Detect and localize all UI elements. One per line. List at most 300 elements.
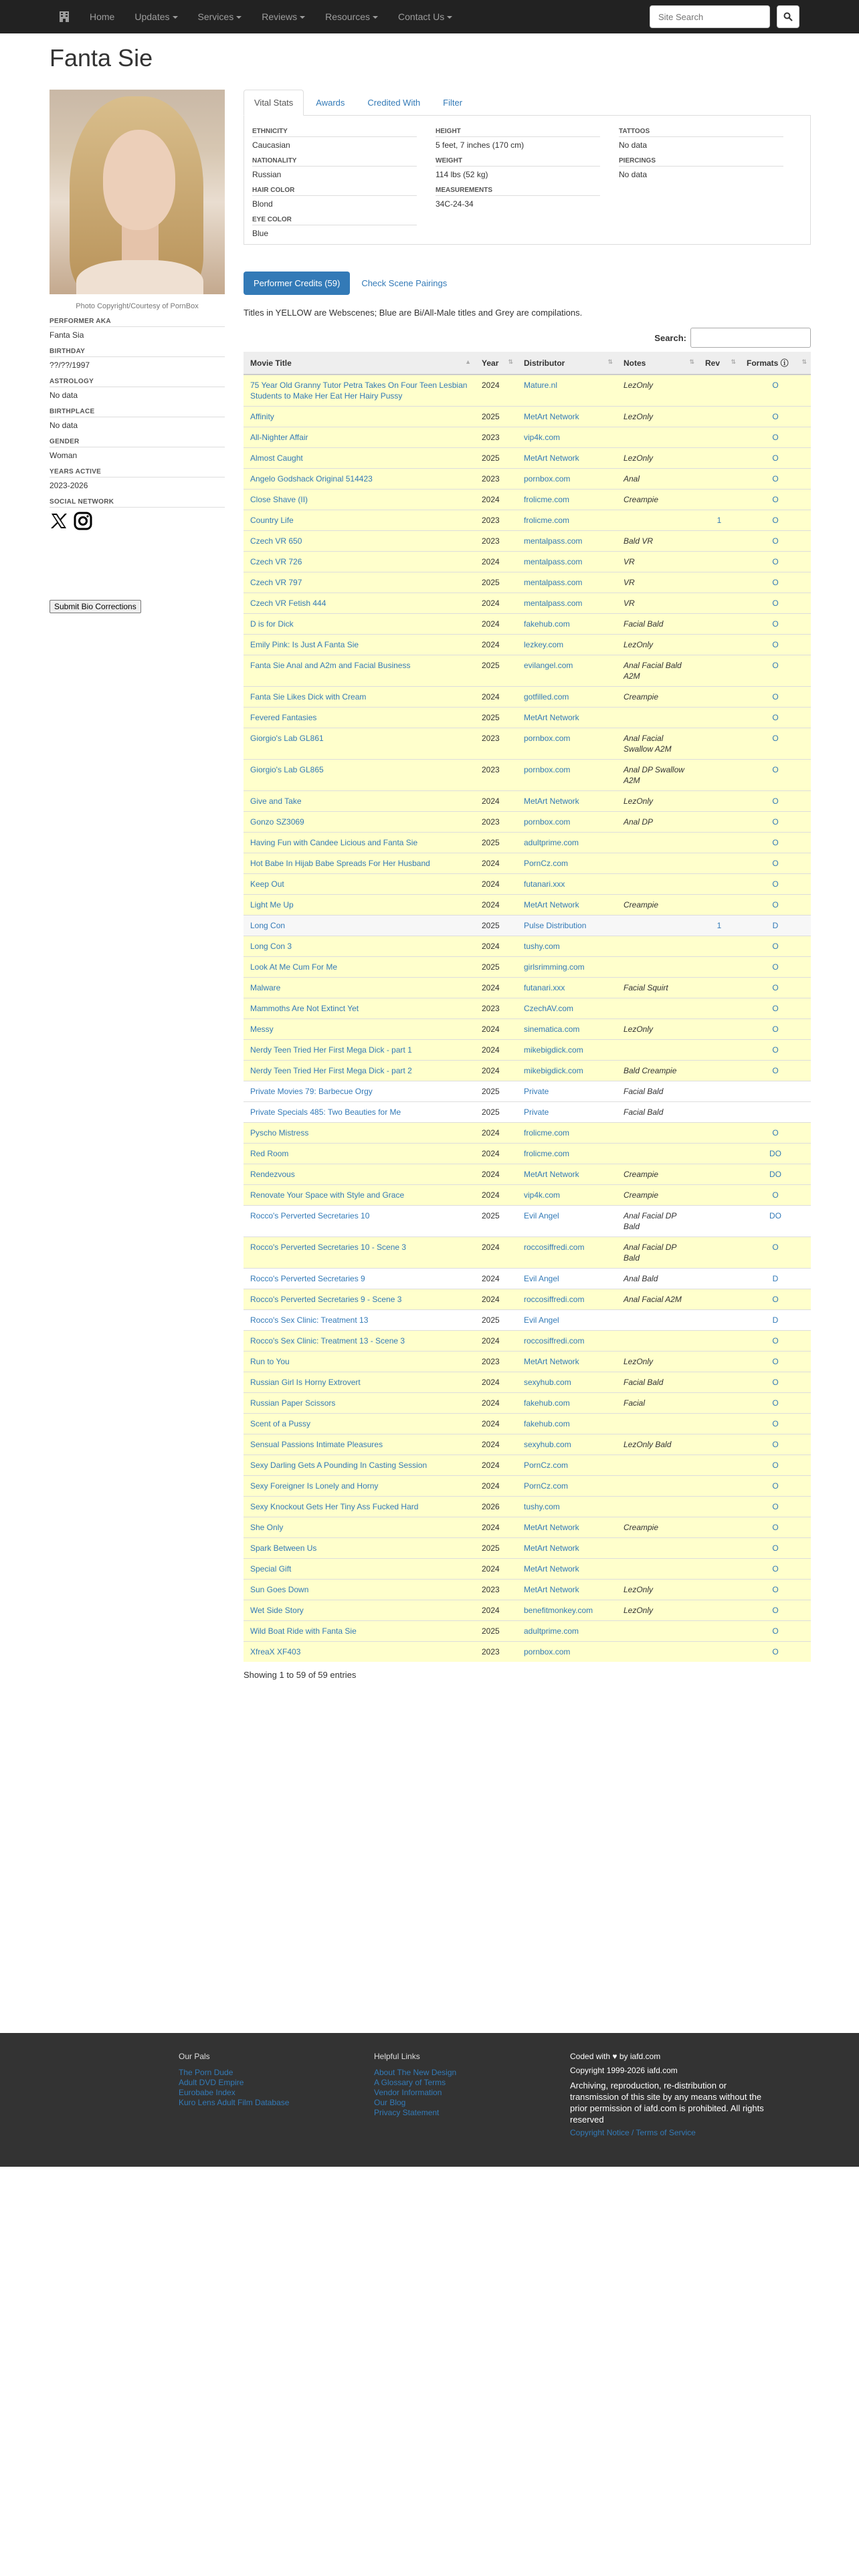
distributor-link[interactable]: lezkey.com <box>524 640 564 649</box>
distributor-link[interactable]: pornbox.com <box>524 1647 571 1656</box>
movie-title-link[interactable]: Nerdy Teen Tried Her First Mega Dick - part 1 <box>250 1045 412 1055</box>
movie-title-link[interactable]: Keep Out <box>250 879 284 889</box>
review-link[interactable]: 1 <box>717 921 722 930</box>
movie-title-link[interactable]: Private Specials 485: Two Beauties for Me <box>250 1107 401 1117</box>
movie-title-link[interactable]: Pyscho Mistress <box>250 1128 309 1138</box>
formats-cell <box>740 998 811 1019</box>
footer-pal-link[interactable]: Adult DVD Empire <box>179 2078 244 2087</box>
format-link[interactable]: O <box>772 692 779 702</box>
format-link[interactable]: O <box>772 381 779 390</box>
table-row <box>244 1414 811 1434</box>
distributor-cell <box>517 1164 617 1185</box>
movie-title-link[interactable]: Czech VR 650 <box>250 536 302 546</box>
search-icon <box>783 12 793 21</box>
movie-title-link[interactable]: Fanta Sie Likes Dick with Cream <box>250 692 367 702</box>
distributor-link[interactable]: fakehub.com <box>524 619 570 629</box>
distributor-link[interactable]: frolicme.com <box>524 1149 570 1158</box>
archiving-notice: Archiving, reproduction, re-distribution or transmission of this site by any means without the prior permission of iafd.com is prohibited. All rights reserved <box>570 2080 764 2125</box>
year-cell: 2024 <box>475 1164 517 1185</box>
rev-cell <box>698 791 740 812</box>
distributor-link[interactable]: MetArt Network <box>524 1564 579 1574</box>
format-link[interactable]: O <box>772 1626 779 1636</box>
distributor-link[interactable]: PornCz.com <box>524 1481 569 1491</box>
distributor-link[interactable]: PornCz.com <box>524 859 569 868</box>
format-link[interactable]: O <box>772 1419 779 1428</box>
format-link[interactable]: O <box>772 661 779 670</box>
format-link[interactable]: O <box>772 1647 779 1656</box>
distributor-link[interactable]: benefitmonkey.com <box>524 1606 593 1615</box>
format-link[interactable]: O <box>772 1128 779 1138</box>
year-cell: 2024 <box>475 490 517 510</box>
year-cell: 2023 <box>475 1642 517 1662</box>
table-row <box>244 1164 811 1185</box>
table-row <box>244 448 811 469</box>
format-link[interactable]: DO <box>769 1149 781 1158</box>
format-link[interactable]: O <box>772 578 779 587</box>
movie-title-link[interactable]: Run to You <box>250 1357 290 1366</box>
distributor-link[interactable]: fakehub.com <box>524 1398 570 1408</box>
rev-cell <box>698 1580 740 1600</box>
distributor-link[interactable]: roccosiffredi.com <box>524 1295 585 1304</box>
distributor-link[interactable]: fakehub.com <box>524 1419 570 1428</box>
movie-title-link[interactable]: Light Me Up <box>250 900 294 909</box>
search-button[interactable] <box>777 5 799 28</box>
distributor-cell <box>517 1621 617 1642</box>
distributor-cell <box>517 874 617 895</box>
format-link[interactable]: O <box>772 859 779 868</box>
movie-title-link[interactable]: Long Con 3 <box>250 942 292 951</box>
movie-title-link[interactable]: Rocco's Perverted Secretaries 10 - Scene 3 <box>250 1243 407 1252</box>
movie-title-link[interactable]: Angelo Godshack Original 514423 <box>250 474 373 484</box>
distributor-link[interactable]: pornbox.com <box>524 817 571 827</box>
movie-title-link[interactable]: Sun Goes Down <box>250 1585 309 1594</box>
year-cell: 2024 <box>475 635 517 655</box>
format-link[interactable]: O <box>772 412 779 421</box>
movie-title-link[interactable]: Hot Babe In Hijab Babe Spreads For Her Husband <box>250 859 430 868</box>
movie-title-link[interactable]: Malware <box>250 983 281 992</box>
footer-helpful-link[interactable]: Vendor Information <box>374 2088 442 2097</box>
distributor-link[interactable]: futanari.xxx <box>524 879 565 889</box>
formats-cell <box>740 1144 811 1164</box>
distributor-link[interactable]: MetArt Network <box>524 900 579 909</box>
movie-title-link[interactable]: Long Con <box>250 921 286 930</box>
column-header-movie-title[interactable] <box>244 352 475 374</box>
nav-home[interactable] <box>80 0 124 33</box>
site-search-input[interactable] <box>650 5 770 28</box>
format-link[interactable]: O <box>772 900 779 909</box>
sort-icon: ⇅ <box>801 358 807 365</box>
nav-reviews[interactable] <box>252 0 315 33</box>
format-link[interactable]: O <box>772 1004 779 1013</box>
notes-cell <box>617 957 698 978</box>
movie-title-link[interactable]: All-Nighter Affair <box>250 433 308 442</box>
distributor-cell <box>517 1559 617 1580</box>
title-cell <box>244 1331 475 1352</box>
distributor-cell <box>517 655 617 687</box>
movie-title-link[interactable]: XfreaX XF403 <box>250 1647 301 1656</box>
title-cell <box>244 978 475 998</box>
column-header-distributor[interactable] <box>517 352 617 374</box>
distributor-link[interactable]: pornbox.com <box>524 765 571 774</box>
table-row <box>244 1123 811 1144</box>
format-link[interactable]: O <box>772 1606 779 1615</box>
title-cell <box>244 708 475 728</box>
year-cell: 2023 <box>475 1352 517 1372</box>
distributor-link[interactable]: pornbox.com <box>524 474 571 484</box>
format-link[interactable]: O <box>772 713 779 722</box>
format-link[interactable]: O <box>772 962 779 972</box>
formats-cell <box>740 1476 811 1497</box>
year-cell: 2023 <box>475 998 517 1019</box>
distributor-link[interactable]: MetArt Network <box>524 412 579 421</box>
format-link[interactable]: O <box>772 838 779 847</box>
movie-title-link[interactable]: Rendezvous <box>250 1170 295 1179</box>
bio-label-astrology: ASTROLOGY <box>50 378 225 387</box>
movie-title-link[interactable]: Giorgio's Lab GL861 <box>250 734 324 743</box>
format-link[interactable]: O <box>772 1543 779 1553</box>
rev-cell <box>698 655 740 687</box>
distributor-link[interactable]: mikebigdick.com <box>524 1045 583 1055</box>
notes-cell <box>617 1414 698 1434</box>
format-link[interactable]: O <box>772 983 779 992</box>
distributor-link[interactable]: frolicme.com <box>524 1128 570 1138</box>
movie-title-link[interactable]: Red Room <box>250 1149 289 1158</box>
format-link[interactable]: O <box>772 1336 779 1346</box>
year-cell: 2024 <box>475 1393 517 1414</box>
format-link[interactable]: O <box>772 1295 779 1304</box>
stat-value-measurements: 34C-24-34 <box>436 199 474 209</box>
title-cell <box>244 490 475 510</box>
performer-sidebar <box>50 90 225 613</box>
column-header-label: Formats <box>747 358 779 368</box>
distributor-link[interactable]: sinematica.com <box>524 1025 580 1034</box>
table-row <box>244 1237 811 1269</box>
movie-title-link[interactable]: Czech VR 797 <box>250 578 302 587</box>
movie-title-link[interactable]: Private Movies 79: Barbecue Orgy <box>250 1087 373 1096</box>
distributor-link[interactable]: Private <box>524 1087 549 1096</box>
distributor-link[interactable]: MetArt Network <box>524 1357 579 1366</box>
movie-title-link[interactable]: Affinity <box>250 412 274 421</box>
column-header-year[interactable] <box>475 352 517 374</box>
format-link[interactable]: O <box>772 516 779 525</box>
rev-cell <box>698 490 740 510</box>
movie-title-link[interactable]: Emily Pink: Is Just A Fanta Sie <box>250 640 359 649</box>
distributor-link[interactable]: PornCz.com <box>524 1461 569 1470</box>
distributor-link[interactable]: Evil Angel <box>524 1315 559 1325</box>
format-link[interactable]: O <box>772 536 779 546</box>
distributor-link[interactable]: frolicme.com <box>524 516 570 525</box>
nav-services[interactable] <box>188 0 252 33</box>
distributor-link[interactable]: mikebigdick.com <box>524 1066 583 1075</box>
distributor-link[interactable]: MetArt Network <box>524 1170 579 1179</box>
stat-value-piercings: No data <box>619 170 648 179</box>
footer-helpful-link[interactable]: A Glossary of Terms <box>374 2078 446 2087</box>
distributor-cell <box>517 1237 617 1269</box>
movie-title-link[interactable]: D is for Dick <box>250 619 294 629</box>
building-icon[interactable] <box>60 0 80 33</box>
distributor-link[interactable]: gotfilled.com <box>524 692 569 702</box>
formats-cell <box>740 407 811 427</box>
title-cell <box>244 916 475 936</box>
distributor-link[interactable]: sexyhub.com <box>524 1440 571 1449</box>
movie-title-link[interactable]: Wild Boat Ride with Fanta Sie <box>250 1626 357 1636</box>
distributor-link[interactable]: MetArt Network <box>524 796 579 806</box>
distributor-link[interactable]: Pulse Distribution <box>524 921 587 930</box>
movie-title-link[interactable]: Russian Paper Scissors <box>250 1398 336 1408</box>
format-link[interactable]: O <box>772 1243 779 1252</box>
bio-label-years-active: YEARS ACTIVE <box>50 468 225 477</box>
format-link[interactable]: O <box>772 942 779 951</box>
format-link[interactable]: O <box>772 474 779 484</box>
year-cell: 2025 <box>475 833 517 853</box>
distributor-link[interactable]: mentalpass.com <box>524 599 583 608</box>
notes-cell <box>617 1123 698 1144</box>
distributor-cell <box>517 614 617 635</box>
year-cell: 2023 <box>475 812 517 833</box>
format-link[interactable]: O <box>772 817 779 827</box>
movie-title-link[interactable]: Wet Side Story <box>250 1606 304 1615</box>
movie-title-link[interactable]: Sexy Knockout Gets Her Tiny Ass Fucked Hard <box>250 1502 419 1511</box>
format-link[interactable]: O <box>772 1461 779 1470</box>
format-link[interactable]: O <box>772 1502 779 1511</box>
format-link[interactable]: O <box>772 640 779 649</box>
format-link[interactable]: O <box>772 796 779 806</box>
footer <box>0 2033 859 2167</box>
distributor-link[interactable]: mentalpass.com <box>524 536 583 546</box>
top-navbar <box>0 0 859 33</box>
format-link[interactable]: O <box>772 1564 779 1574</box>
notes-cell: VR <box>617 572 698 593</box>
footer-pal-link[interactable]: The Porn Dude <box>179 2068 233 2077</box>
footer-helpful-link[interactable]: Our Blog <box>374 2098 406 2107</box>
title-cell <box>244 1237 475 1269</box>
distributor-link[interactable]: Private <box>524 1107 549 1117</box>
footer-pal-link[interactable]: Kuro Lens Adult Film Database <box>179 2098 290 2107</box>
submit-bio-corrections-button[interactable]: Submit Bio Corrections <box>50 600 141 613</box>
rev-cell <box>698 812 740 833</box>
rev-cell <box>698 572 740 593</box>
notes-cell <box>617 1538 698 1559</box>
movie-title-link[interactable]: Fanta Sie Anal and A2m and Facial Business <box>250 661 411 670</box>
column-header-notes[interactable] <box>617 352 698 374</box>
format-link[interactable]: O <box>772 1585 779 1594</box>
movie-title-link[interactable]: Scent of a Pussy <box>250 1419 311 1428</box>
format-link[interactable]: O <box>772 1190 779 1200</box>
table-row <box>244 1081 811 1102</box>
title-cell <box>244 1040 475 1061</box>
format-link[interactable]: O <box>772 1378 779 1387</box>
distributor-link[interactable]: tushy.com <box>524 942 560 951</box>
year-cell: 2024 <box>475 374 517 407</box>
movie-title-link[interactable]: Look At Me Cum For Me <box>250 962 338 972</box>
distributor-link[interactable]: MetArt Network <box>524 1543 579 1553</box>
format-link[interactable]: DO <box>769 1170 781 1179</box>
distributor-link[interactable]: evilangel.com <box>524 661 573 670</box>
distributor-link[interactable]: adultprime.com <box>524 1626 579 1636</box>
movie-title-link[interactable]: Sexy Darling Gets A Pounding In Casting Session <box>250 1461 427 1470</box>
movie-title-link[interactable]: She Only <box>250 1523 284 1532</box>
table-row <box>244 1269 811 1289</box>
nav-contact-us[interactable] <box>388 0 462 33</box>
year-cell: 2024 <box>475 936 517 957</box>
movie-title-link[interactable]: Gonzo SZ3069 <box>250 817 304 827</box>
table-search-input[interactable] <box>690 328 811 348</box>
format-link[interactable]: O <box>772 1066 779 1075</box>
formats-cell <box>740 936 811 957</box>
format-link[interactable]: D <box>772 1274 779 1283</box>
tab-filter[interactable]: Filter <box>443 98 463 108</box>
movie-title-link[interactable]: 75 Year Old Granny Tutor Petra Takes On Four Teen Lesbian Students to Make Her Eat Her Hairy Pussy <box>250 381 468 401</box>
format-link[interactable]: O <box>772 879 779 889</box>
format-link[interactable]: O <box>772 453 779 463</box>
distributor-link[interactable]: Evil Angel <box>524 1274 559 1283</box>
movie-title-link[interactable]: Fevered Fantasies <box>250 713 317 722</box>
movie-title-link[interactable]: Czech VR 726 <box>250 557 302 566</box>
format-link[interactable]: O <box>772 1398 779 1408</box>
rev-cell <box>698 1434 740 1455</box>
format-link[interactable]: O <box>772 765 779 774</box>
stat-value-tattoos: No data <box>619 140 648 150</box>
year-cell: 2024 <box>475 853 517 874</box>
notes-cell: Creampie <box>617 1517 698 1538</box>
x-icon[interactable] <box>50 512 68 530</box>
bio-label-performer-aka: PERFORMER AKA <box>50 318 225 327</box>
year-cell: 2024 <box>475 1019 517 1040</box>
notes-cell: Creampie <box>617 1164 698 1185</box>
movie-title-link[interactable]: Czech VR Fetish 444 <box>250 599 326 608</box>
format-link[interactable]: O <box>772 1025 779 1034</box>
movie-title-link[interactable]: Rocco's Sex Clinic: Treatment 13 - Scene 3 <box>250 1336 405 1346</box>
formats-cell <box>740 1206 811 1237</box>
movie-title-link[interactable]: Russian Girl Is Horny Extrovert <box>250 1378 361 1387</box>
column-header-rev[interactable] <box>698 352 740 374</box>
distributor-cell <box>517 998 617 1019</box>
format-link[interactable]: O <box>772 495 779 504</box>
rev-cell <box>698 998 740 1019</box>
review-link[interactable]: 1 <box>717 516 722 525</box>
notes-cell <box>617 936 698 957</box>
table-row <box>244 687 811 708</box>
format-link[interactable]: D <box>772 921 779 930</box>
instagram-icon[interactable] <box>74 512 92 530</box>
footer-helpful-link[interactable]: Privacy Statement <box>374 2108 440 2117</box>
format-link[interactable]: O <box>772 1440 779 1449</box>
movie-title-link[interactable]: Rocco's Perverted Secretaries 10 <box>250 1211 370 1220</box>
format-link[interactable]: O <box>772 433 779 442</box>
movie-title-link[interactable]: Close Shave (II) <box>250 495 308 504</box>
tab-vital-stats[interactable]: Vital Stats <box>244 90 304 116</box>
distributor-link[interactable]: mentalpass.com <box>524 557 583 566</box>
format-link[interactable]: O <box>772 1357 779 1366</box>
table-row <box>244 510 811 531</box>
movie-title-link[interactable]: Almost Caught <box>250 453 303 463</box>
sort-icon: ⇅ <box>689 358 694 365</box>
distributor-link[interactable]: CzechAV.com <box>524 1004 574 1013</box>
rev-cell <box>698 1102 740 1123</box>
distributor-link[interactable]: frolicme.com <box>524 495 570 504</box>
notes-cell <box>617 427 698 448</box>
format-link[interactable]: O <box>772 599 779 608</box>
format-link[interactable]: O <box>772 619 779 629</box>
distributor-link[interactable]: MetArt Network <box>524 713 579 722</box>
distributor-link[interactable]: girlsrimming.com <box>524 962 585 972</box>
distributor-link[interactable]: Mature.nl <box>524 381 558 390</box>
distributor-link[interactable]: MetArt Network <box>524 1585 579 1594</box>
format-link[interactable]: D <box>772 1315 779 1325</box>
distributor-link[interactable]: pornbox.com <box>524 734 571 743</box>
chevron-down-icon <box>373 16 378 19</box>
distributor-link[interactable]: vip4k.com <box>524 1190 561 1200</box>
footer-helpful-link[interactable]: About The New Design <box>374 2068 457 2077</box>
distributor-link[interactable]: sexyhub.com <box>524 1378 571 1387</box>
nav-resources[interactable] <box>315 0 388 33</box>
pill-check-scene-pairings[interactable]: Check Scene Pairings <box>361 278 448 288</box>
movie-title-link[interactable]: Renovate Your Space with Style and Grace <box>250 1190 405 1200</box>
format-link[interactable]: O <box>772 1045 779 1055</box>
format-link[interactable]: O <box>772 734 779 743</box>
movie-title-link[interactable]: Rocco's Sex Clinic: Treatment 13 <box>250 1315 369 1325</box>
title-cell <box>244 1185 475 1206</box>
movie-title-link[interactable]: Spark Between Us <box>250 1543 317 1553</box>
year-cell: 2024 <box>475 1476 517 1497</box>
coded-with-text: Coded with <box>570 2052 611 2061</box>
column-header-formats[interactable] <box>740 352 811 374</box>
movie-title-link[interactable]: Sensual Passions Intimate Pleasures <box>250 1440 383 1449</box>
year-cell: 2024 <box>475 895 517 916</box>
format-link[interactable]: O <box>772 1523 779 1532</box>
notes-cell <box>617 1621 698 1642</box>
year-cell: 2025 <box>475 1310 517 1331</box>
tab-awards[interactable]: Awards <box>316 98 345 108</box>
copyright-notice-link[interactable]: Copyright Notice / Terms of Service <box>570 2128 696 2137</box>
distributor-cell <box>517 1393 617 1414</box>
nav-updates[interactable] <box>124 0 187 33</box>
formats-cell <box>740 1123 811 1144</box>
pill-performer-credits-59[interactable]: Performer Credits (59) <box>244 272 350 295</box>
distributor-link[interactable]: MetArt Network <box>524 453 579 463</box>
format-link[interactable]: O <box>772 1481 779 1491</box>
movie-title-link[interactable]: Rocco's Perverted Secretaries 9 - Scene 3 <box>250 1295 402 1304</box>
bio-value-years-active: 2023-2026 <box>50 481 88 490</box>
distributor-link[interactable]: futanari.xxx <box>524 983 565 992</box>
movie-title-link[interactable]: Sexy Foreigner Is Lonely and Horny <box>250 1481 379 1491</box>
movie-title-link[interactable]: Mammoths Are Not Extinct Yet <box>250 1004 359 1013</box>
movie-title-link[interactable]: Rocco's Perverted Secretaries 9 <box>250 1274 365 1283</box>
formats-cell <box>740 374 811 407</box>
distributor-link[interactable]: vip4k.com <box>524 433 561 442</box>
movie-title-link[interactable]: Having Fun with Candee Licious and Fanta Sie <box>250 838 418 847</box>
distributor-link[interactable]: roccosiffredi.com <box>524 1336 585 1346</box>
movie-title-link[interactable]: Giorgio's Lab GL865 <box>250 765 324 774</box>
movie-title-link[interactable]: Country Life <box>250 516 294 525</box>
movie-title-link[interactable]: Give and Take <box>250 796 302 806</box>
distributor-link[interactable]: adultprime.com <box>524 838 579 847</box>
table-row <box>244 728 811 760</box>
help-icon[interactable]: ⓘ <box>778 358 789 368</box>
distributor-link[interactable]: mentalpass.com <box>524 578 583 587</box>
format-link[interactable]: O <box>772 557 779 566</box>
footer-pal-link[interactable]: Eurobabe Index <box>179 2088 235 2097</box>
format-link[interactable]: DO <box>769 1211 781 1220</box>
movie-title-link[interactable]: Messy <box>250 1025 274 1034</box>
movie-title-link[interactable]: Special Gift <box>250 1564 292 1574</box>
distributor-link[interactable]: roccosiffredi.com <box>524 1243 585 1252</box>
distributor-link[interactable]: tushy.com <box>524 1502 560 1511</box>
movie-title-link[interactable]: Nerdy Teen Tried Her First Mega Dick - part 2 <box>250 1066 412 1075</box>
tab-credited-with[interactable]: Credited With <box>367 98 421 108</box>
distributor-link[interactable]: Evil Angel <box>524 1211 559 1220</box>
distributor-link[interactable]: MetArt Network <box>524 1523 579 1532</box>
